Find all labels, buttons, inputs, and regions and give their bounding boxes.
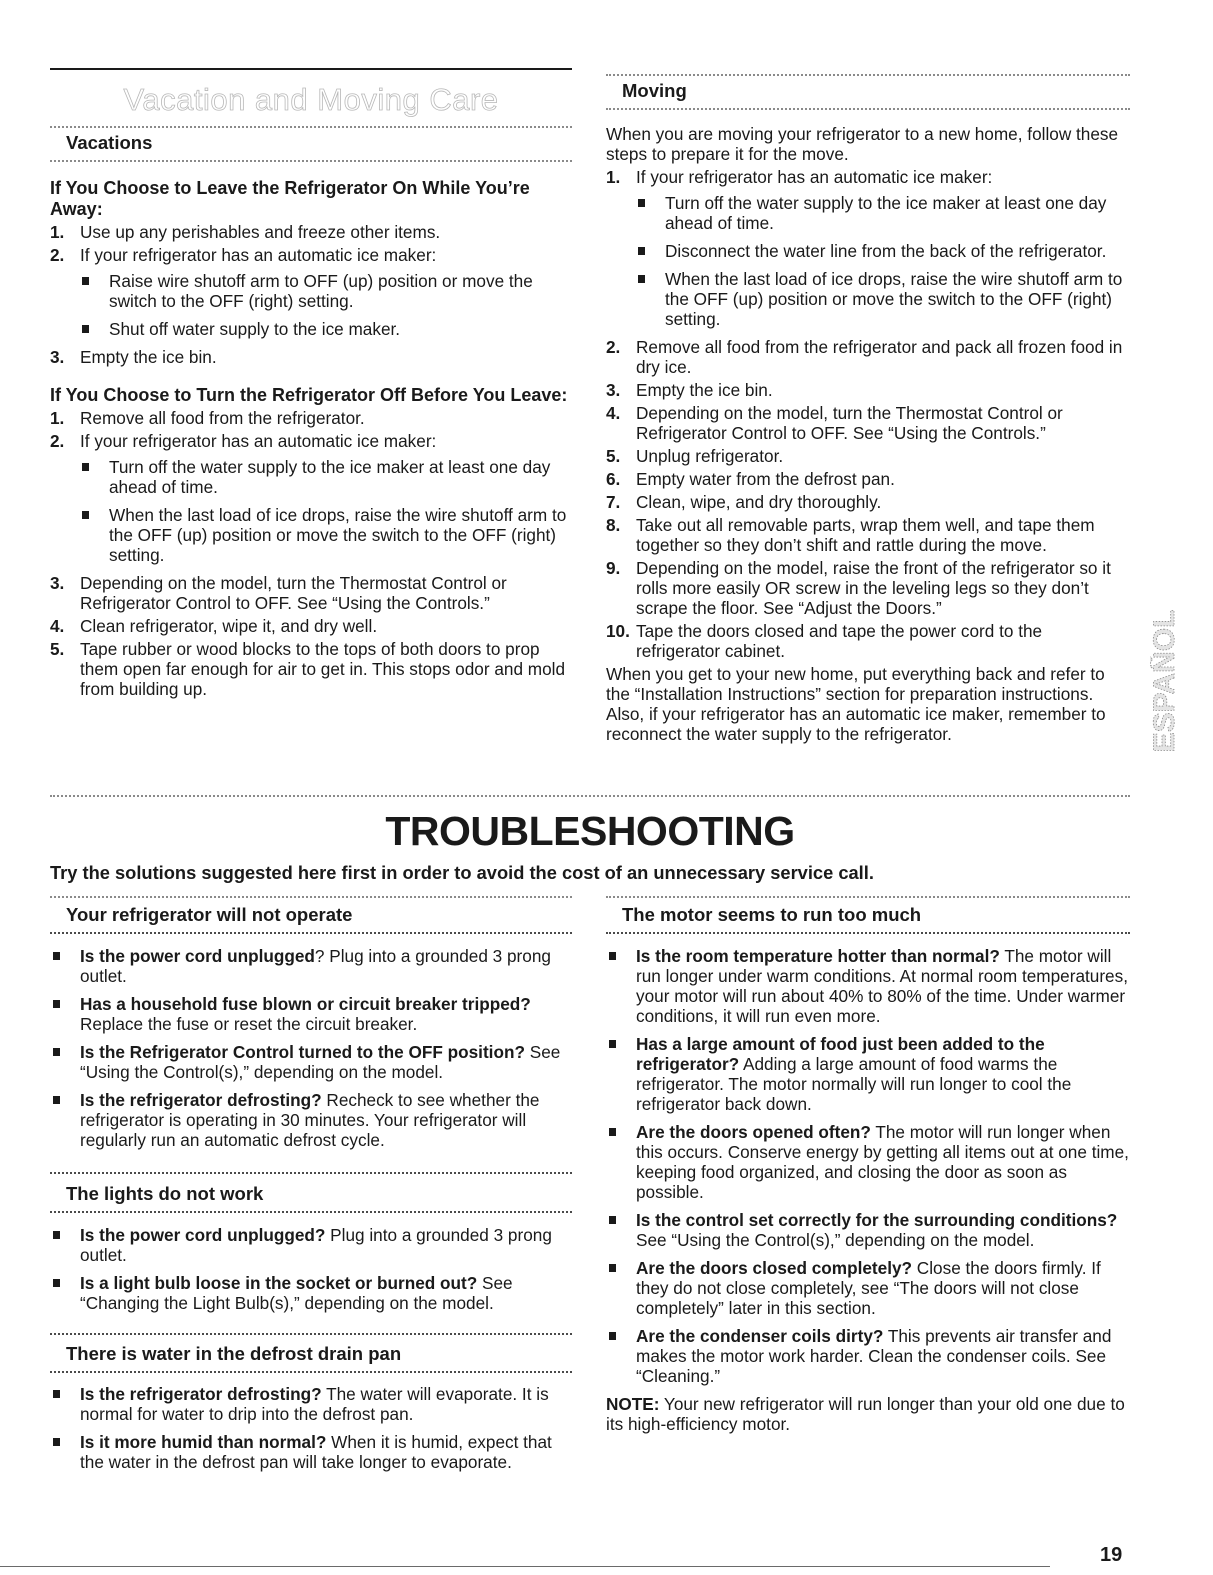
top-rule-left <box>50 68 572 70</box>
list-item: Is a light bulb loose in the socket or burned out? See “Changing the Light Bulb(s),” depending on the model. <box>50 1273 572 1313</box>
list-item: 2. Remove all food from the refrigerator and pack all frozen food in dry ice. <box>606 337 1123 377</box>
vacations-on-block <box>50 178 572 370</box>
water-heading: There is water in the defrost drain pan <box>66 1343 402 1364</box>
list-item: When the last load of ice drops, raise the wire shutoff arm to the OFF (up) position or move the switch to the OFF (right) setting. <box>606 269 1130 329</box>
list-item: Is the Refrigerator Control turned to the OFF position? See “Using the Control(s),” depending on the model. <box>50 1042 572 1082</box>
list-item: Turn off the water supply to the ice maker at least one day ahead of time. <box>606 193 1130 233</box>
list-item: 4. Depending on the model, turn the Thermostat Control or Refrigerator Control to OFF. See “Using the Controls.” <box>606 403 1063 443</box>
list-item: 7. Clean, wipe, and dry thoroughly. <box>606 492 882 512</box>
list-item: Disconnect the water line from the back of the refrigerator. <box>606 241 1130 261</box>
water-heading-wrap <box>50 1343 572 1365</box>
list-item: 5. Unplug refrigerator. <box>606 446 784 466</box>
list-item: Are the doors closed completely? Close the doors firmly. If they do not close completely, see “The doors will not close completely” later in this section. <box>606 1258 1130 1318</box>
list-item: 3. Empty the ice bin. <box>606 380 773 400</box>
list-item: When the last load of ice drops, raise the wire shutoff arm to the OFF (up) position or move the switch to the OFF (right) setting. <box>50 505 572 565</box>
list-item: 2. If your refrigerator has an automatic ice maker: Turn off the water supply to the ice maker at least one day ahead of time. When the last load of ice drops, raise the wire shutoff arm to the OFF (up) position or move the switch to the OFF (right) setting. <box>50 431 572 565</box>
divider <box>606 896 1130 898</box>
list-item: 9. Depending on the model, raise the front of the refrigerator so it rolls more easily OR screw in the leveling legs so they don’t scrape the floor. See “Adjust the Doors.” <box>606 558 1111 618</box>
lights-list <box>50 1225 572 1321</box>
divider <box>50 160 572 162</box>
divider <box>50 126 572 128</box>
motor-list <box>606 946 1130 1434</box>
list-item: 1. Use up any perishables and freeze other items. <box>50 222 441 242</box>
divider <box>606 74 1130 76</box>
note-label: NOTE: <box>606 1394 660 1414</box>
list-item: Are the condenser coils dirty? This prevents air transfer and makes the motor work harder. Clean the condenser coils. See “Cleaning.” <box>606 1326 1130 1386</box>
list-item: 10. Tape the doors closed and tape the power cord to the refrigerator cabinet. <box>606 621 1043 661</box>
list-item: Is it more humid than normal? When it is humid, expect that the water in the defrost pan will take longer to evaporate. <box>50 1432 572 1472</box>
list-item: 8. Take out all removable parts, wrap them well, and tape them together so they don’t shift and rattle during the move. <box>606 515 1095 555</box>
moving-outro: When you get to your new home, put everything back and refer to the “Installation Instructions” section for preparation instructions. Also, if your refrigerator has an automatic ice maker, remember to reconnect the water supply to the refrigerator. <box>606 664 1106 744</box>
side-tab-label: ESPAÑOL <box>1150 609 1181 753</box>
list-item: Are the doors opened often? The motor will run longer when this occurs. Conserve energy by getting all items out at one time, keeping food organized, and closing the door as soon as possible. <box>606 1122 1130 1202</box>
list-item: Is the room temperature hotter than normal? The motor will run longer under warm conditions. At normal room temperatures, your motor will run about 40% to 80% of the time. Under warmer conditions, it will run even more. <box>606 946 1130 1026</box>
moving-heading: Moving <box>622 80 687 101</box>
lights-heading: The lights do not work <box>66 1183 264 1204</box>
list-item: Shut off water supply to the ice maker. <box>50 319 572 339</box>
not-operate-list <box>50 946 572 1158</box>
section-title: Vacation and Moving Care <box>123 82 499 117</box>
vacations-off-block <box>50 385 572 702</box>
not-operate-heading: Your refrigerator will not operate <box>66 904 353 925</box>
divider <box>50 1211 572 1213</box>
list-item: Turn off the water supply to the ice maker at least one day ahead of time. <box>50 457 572 497</box>
motor-note <box>606 1394 1130 1434</box>
troubleshooting-title: TROUBLESHOOTING <box>385 808 795 854</box>
moving-block <box>606 124 1130 744</box>
divider <box>50 795 1130 797</box>
divider <box>50 1333 572 1335</box>
divider <box>606 108 1130 110</box>
vacations-off-heading: If You Choose to Turn the Refrigerator Off Before You Leave: <box>50 385 568 405</box>
troubleshooting-intro: Try the solutions suggested here first in order to avoid the cost of an unnecessary service call. <box>50 862 874 883</box>
divider <box>50 1371 572 1373</box>
bottom-rule <box>0 1566 1050 1567</box>
divider <box>50 896 572 898</box>
divider <box>50 932 572 934</box>
list-item: 1. If your refrigerator has an automatic ice maker: Turn off the water supply to the ice maker at least one day ahead of time. Disconnect the water line from the back of the refrigerator. When the last load of ice drops, raise the wire shutoff arm to the OFF (up) position or move the switch to the OFF (right) setting. <box>606 167 1130 329</box>
side-tab-graphic <box>1150 570 1184 792</box>
language-side-tab <box>1150 570 1184 792</box>
moving-intro: When you are moving your refrigerator to a new home, follow these steps to prepare it for the move. <box>606 124 1119 164</box>
list-item: Is the refrigerator defrosting? The water will evaporate. It is normal for water to drip into the defrost pan. <box>50 1384 572 1424</box>
list-item: 3. Empty the ice bin. <box>50 347 217 367</box>
lights-heading-wrap <box>50 1183 572 1205</box>
vacations-heading: Vacations <box>66 132 153 153</box>
list-item: 3. Depending on the model, turn the Thermostat Control or Refrigerator Control to OFF. See “Using the Controls.” <box>50 573 507 613</box>
list-item: Is the power cord unplugged? Plug into a grounded 3 prong outlet. <box>50 1225 572 1265</box>
list-item: 2. If your refrigerator has an automatic ice maker: Raise wire shutoff arm to OFF (up) position or move the switch to the OFF (right) setting. Shut off water supply to the ice maker. <box>50 245 572 339</box>
not-operate-heading-wrap <box>50 904 572 926</box>
list-item: Raise wire shutoff arm to OFF (up) position or move the switch to the OFF (right) setting. <box>50 271 572 311</box>
list-item: Is the control set correctly for the surrounding conditions? See “Using the Control(s),” depending on the model. <box>606 1210 1130 1250</box>
list-item: 1. Remove all food from the refrigerator. <box>50 408 365 428</box>
list-item: 4. Clean refrigerator, wipe it, and dry well. <box>50 616 378 636</box>
vacations-section <box>50 132 572 154</box>
list-item: Is the refrigerator defrosting? Recheck to see whether the refrigerator is operating in 30 minutes. Your refrigerator will regularly run an automatic defrost cycle. <box>50 1090 572 1150</box>
divider <box>606 932 1130 934</box>
list-item: Is the power cord unplugged? Plug into a grounded 3 prong outlet. <box>50 946 572 986</box>
list-item: 6. Empty water from the defrost pan. <box>606 469 895 489</box>
list-item: 5. Tape rubber or wood blocks to the tops of both doors to prop them open far enough for air to get in. This stops odor and mold from building up. <box>50 639 566 699</box>
water-list <box>50 1384 572 1480</box>
moving-section <box>606 80 1130 102</box>
motor-heading: The motor seems to run too much <box>622 904 922 925</box>
note-text: Your new refrigerator will run longer than your old one due to its high-efficiency motor. <box>606 1394 1125 1434</box>
list-item: Has a household fuse blown or circuit breaker tripped? Replace the fuse or reset the circuit breaker. <box>50 994 572 1034</box>
vacations-on-heading: If You Choose to Leave the Refrigerator On While You’re Away: <box>50 178 530 219</box>
divider <box>50 1172 572 1174</box>
list-item: Has a large amount of food just been added to the refrigerator? Adding a large amount of food warms the refrigerator. The motor normally will run longer to cool the refrigerator back down. <box>606 1034 1130 1114</box>
page-number: 19 <box>1100 1544 1123 1566</box>
motor-heading-wrap <box>606 904 1130 926</box>
